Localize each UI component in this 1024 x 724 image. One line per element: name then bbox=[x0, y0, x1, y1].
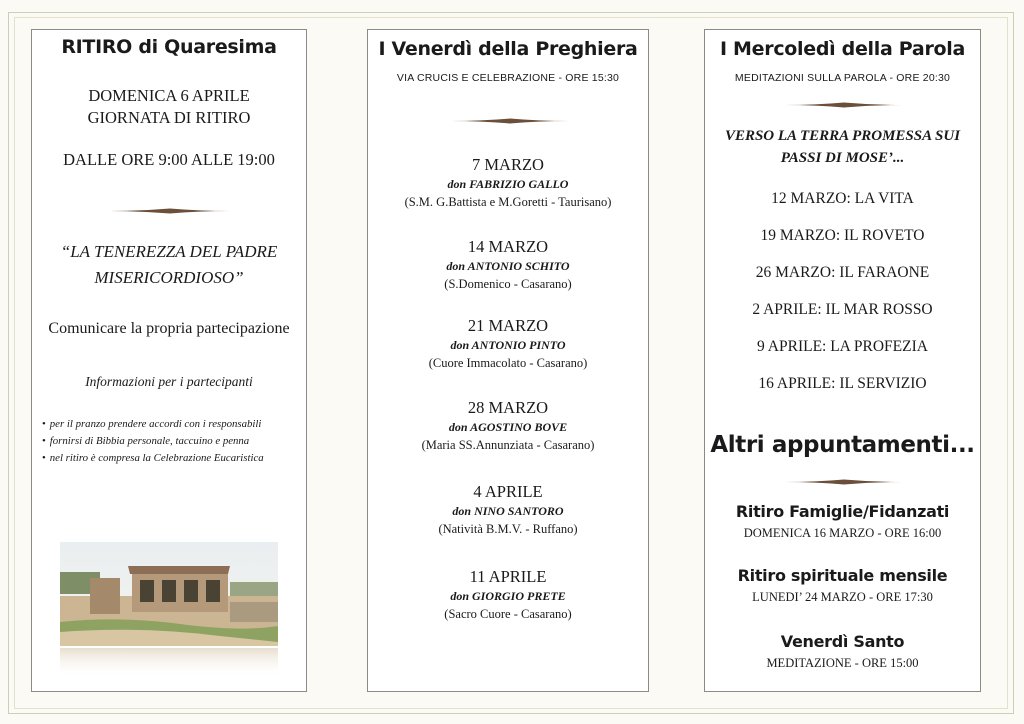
appointment-title: Venerdì Santo bbox=[780, 632, 905, 651]
event-parish: (Cuore Immacolato - Casarano) bbox=[428, 356, 588, 370]
other-appointments-heading: Altri appuntamenti... bbox=[710, 432, 975, 458]
communicate-participation: Comunicare la propria partecipazione bbox=[48, 320, 290, 337]
list-item: • per il pranzo prendere accordi con i responsabili bbox=[42, 418, 300, 430]
info-list bbox=[42, 418, 300, 469]
ornament-divider bbox=[110, 208, 230, 214]
list-item: 19 MARZO: IL ROVETO bbox=[760, 227, 925, 244]
event-priest: don ANTONIO SCHITO bbox=[446, 259, 570, 273]
appointment-title: Ritiro spirituale mensile bbox=[737, 566, 948, 585]
event-parish: (Sacro Cuore - Casarano) bbox=[444, 607, 572, 621]
appointment-title: Ritiro Famiglie/Fidanzati bbox=[735, 502, 950, 521]
list-item: 16 APRILE: IL SERVIZIO bbox=[758, 375, 927, 392]
list-item: 26 MARZO: IL FARAONE bbox=[755, 264, 930, 281]
ornament-divider bbox=[785, 102, 903, 108]
retreat-type-line: GIORNATA DI RITIRO bbox=[87, 108, 251, 127]
event-date: 28 MARZO bbox=[467, 398, 549, 417]
event-priest: don FABRIZIO GALLO bbox=[447, 177, 569, 191]
event-date: 7 MARZO bbox=[472, 155, 544, 174]
theme-line-2: PASSI DI MOSE’... bbox=[780, 150, 905, 166]
panel-subtitle: VIA CRUCIS E CELEBRAZIONE - ORE 15:30 bbox=[396, 72, 620, 84]
appointment-detail: MEDITAZIONE - ORE 15:00 bbox=[766, 656, 919, 670]
event-priest: don NINO SANTORO bbox=[452, 504, 564, 518]
panel-title: I Venerdì della Preghiera bbox=[378, 38, 638, 60]
theme-line-1: VERSO LA TERRA PROMESSA SUI bbox=[724, 128, 961, 144]
list-item: 2 APRILE: IL MAR ROSSO bbox=[752, 301, 933, 318]
retreat-hours: DALLE ORE 9:00 ALLE 19:00 bbox=[63, 150, 275, 169]
panel-venerdi bbox=[367, 29, 649, 692]
event-parish: (S.M. G.Battista e M.Goretti - Taurisano) bbox=[404, 195, 612, 209]
ornament-divider bbox=[785, 479, 903, 485]
retreat-date-line: DOMENICA 6 APRILE bbox=[88, 86, 250, 105]
list-item: • fornirsi di Bibbia personale, taccuino e penna bbox=[42, 435, 300, 447]
appointment-detail: DOMENICA 16 MARZO - ORE 16:00 bbox=[743, 526, 942, 540]
ornament-divider bbox=[451, 118, 569, 124]
event-date: 11 APRILE bbox=[469, 567, 547, 586]
retreat-quote bbox=[32, 239, 306, 291]
event-priest: don ANTONIO PINTO bbox=[450, 338, 566, 352]
quote-line-2: MISERICORDIOSO” bbox=[94, 268, 244, 287]
event-date: 4 APRILE bbox=[473, 482, 543, 501]
list-item bbox=[368, 566, 648, 623]
list-item bbox=[368, 481, 648, 538]
panel-title: RITIRO di Quaresima bbox=[61, 36, 277, 58]
meditation-theme bbox=[705, 125, 980, 169]
panel-mercoledi bbox=[704, 29, 981, 692]
retreat-date bbox=[32, 85, 306, 129]
event-parish: (Natività B.M.V. - Ruffano) bbox=[438, 522, 578, 536]
event-priest: don AGOSTINO BOVE bbox=[448, 420, 568, 434]
list-item bbox=[368, 315, 648, 372]
panel-title: I Mercoledì della Parola bbox=[719, 38, 966, 60]
list-item: 9 APRILE: LA PROFEZIA bbox=[757, 338, 928, 355]
event-parish: (S.Domenico - Casarano) bbox=[444, 277, 572, 291]
event-priest: don GIORGIO PRETE bbox=[450, 589, 566, 603]
appointment-detail: LUNEDI’ 24 MARZO - ORE 17:30 bbox=[752, 590, 933, 604]
list-item bbox=[368, 236, 648, 293]
info-heading: Informazioni per i partecipanti bbox=[85, 374, 253, 389]
panel-ritiro bbox=[31, 29, 307, 692]
list-item bbox=[368, 154, 648, 211]
quote-line-1: “LA TENEREZZA DEL PADRE bbox=[60, 242, 278, 261]
panel-subtitle: MEDITAZIONI SULLA PAROLA - ORE 20:30 bbox=[734, 72, 951, 84]
retreat-house-photo bbox=[60, 542, 278, 646]
event-date: 14 MARZO bbox=[467, 237, 549, 256]
list-item: • nel ritiro è compresa la Celebrazione Eucaristica bbox=[42, 452, 300, 464]
list-item: 12 MARZO: LA VITA bbox=[771, 190, 914, 207]
photo-reflection bbox=[60, 648, 278, 678]
event-parish: (Maria SS.Annunziata - Casarano) bbox=[421, 438, 595, 452]
list-item bbox=[368, 397, 648, 454]
event-date: 21 MARZO bbox=[467, 316, 549, 335]
